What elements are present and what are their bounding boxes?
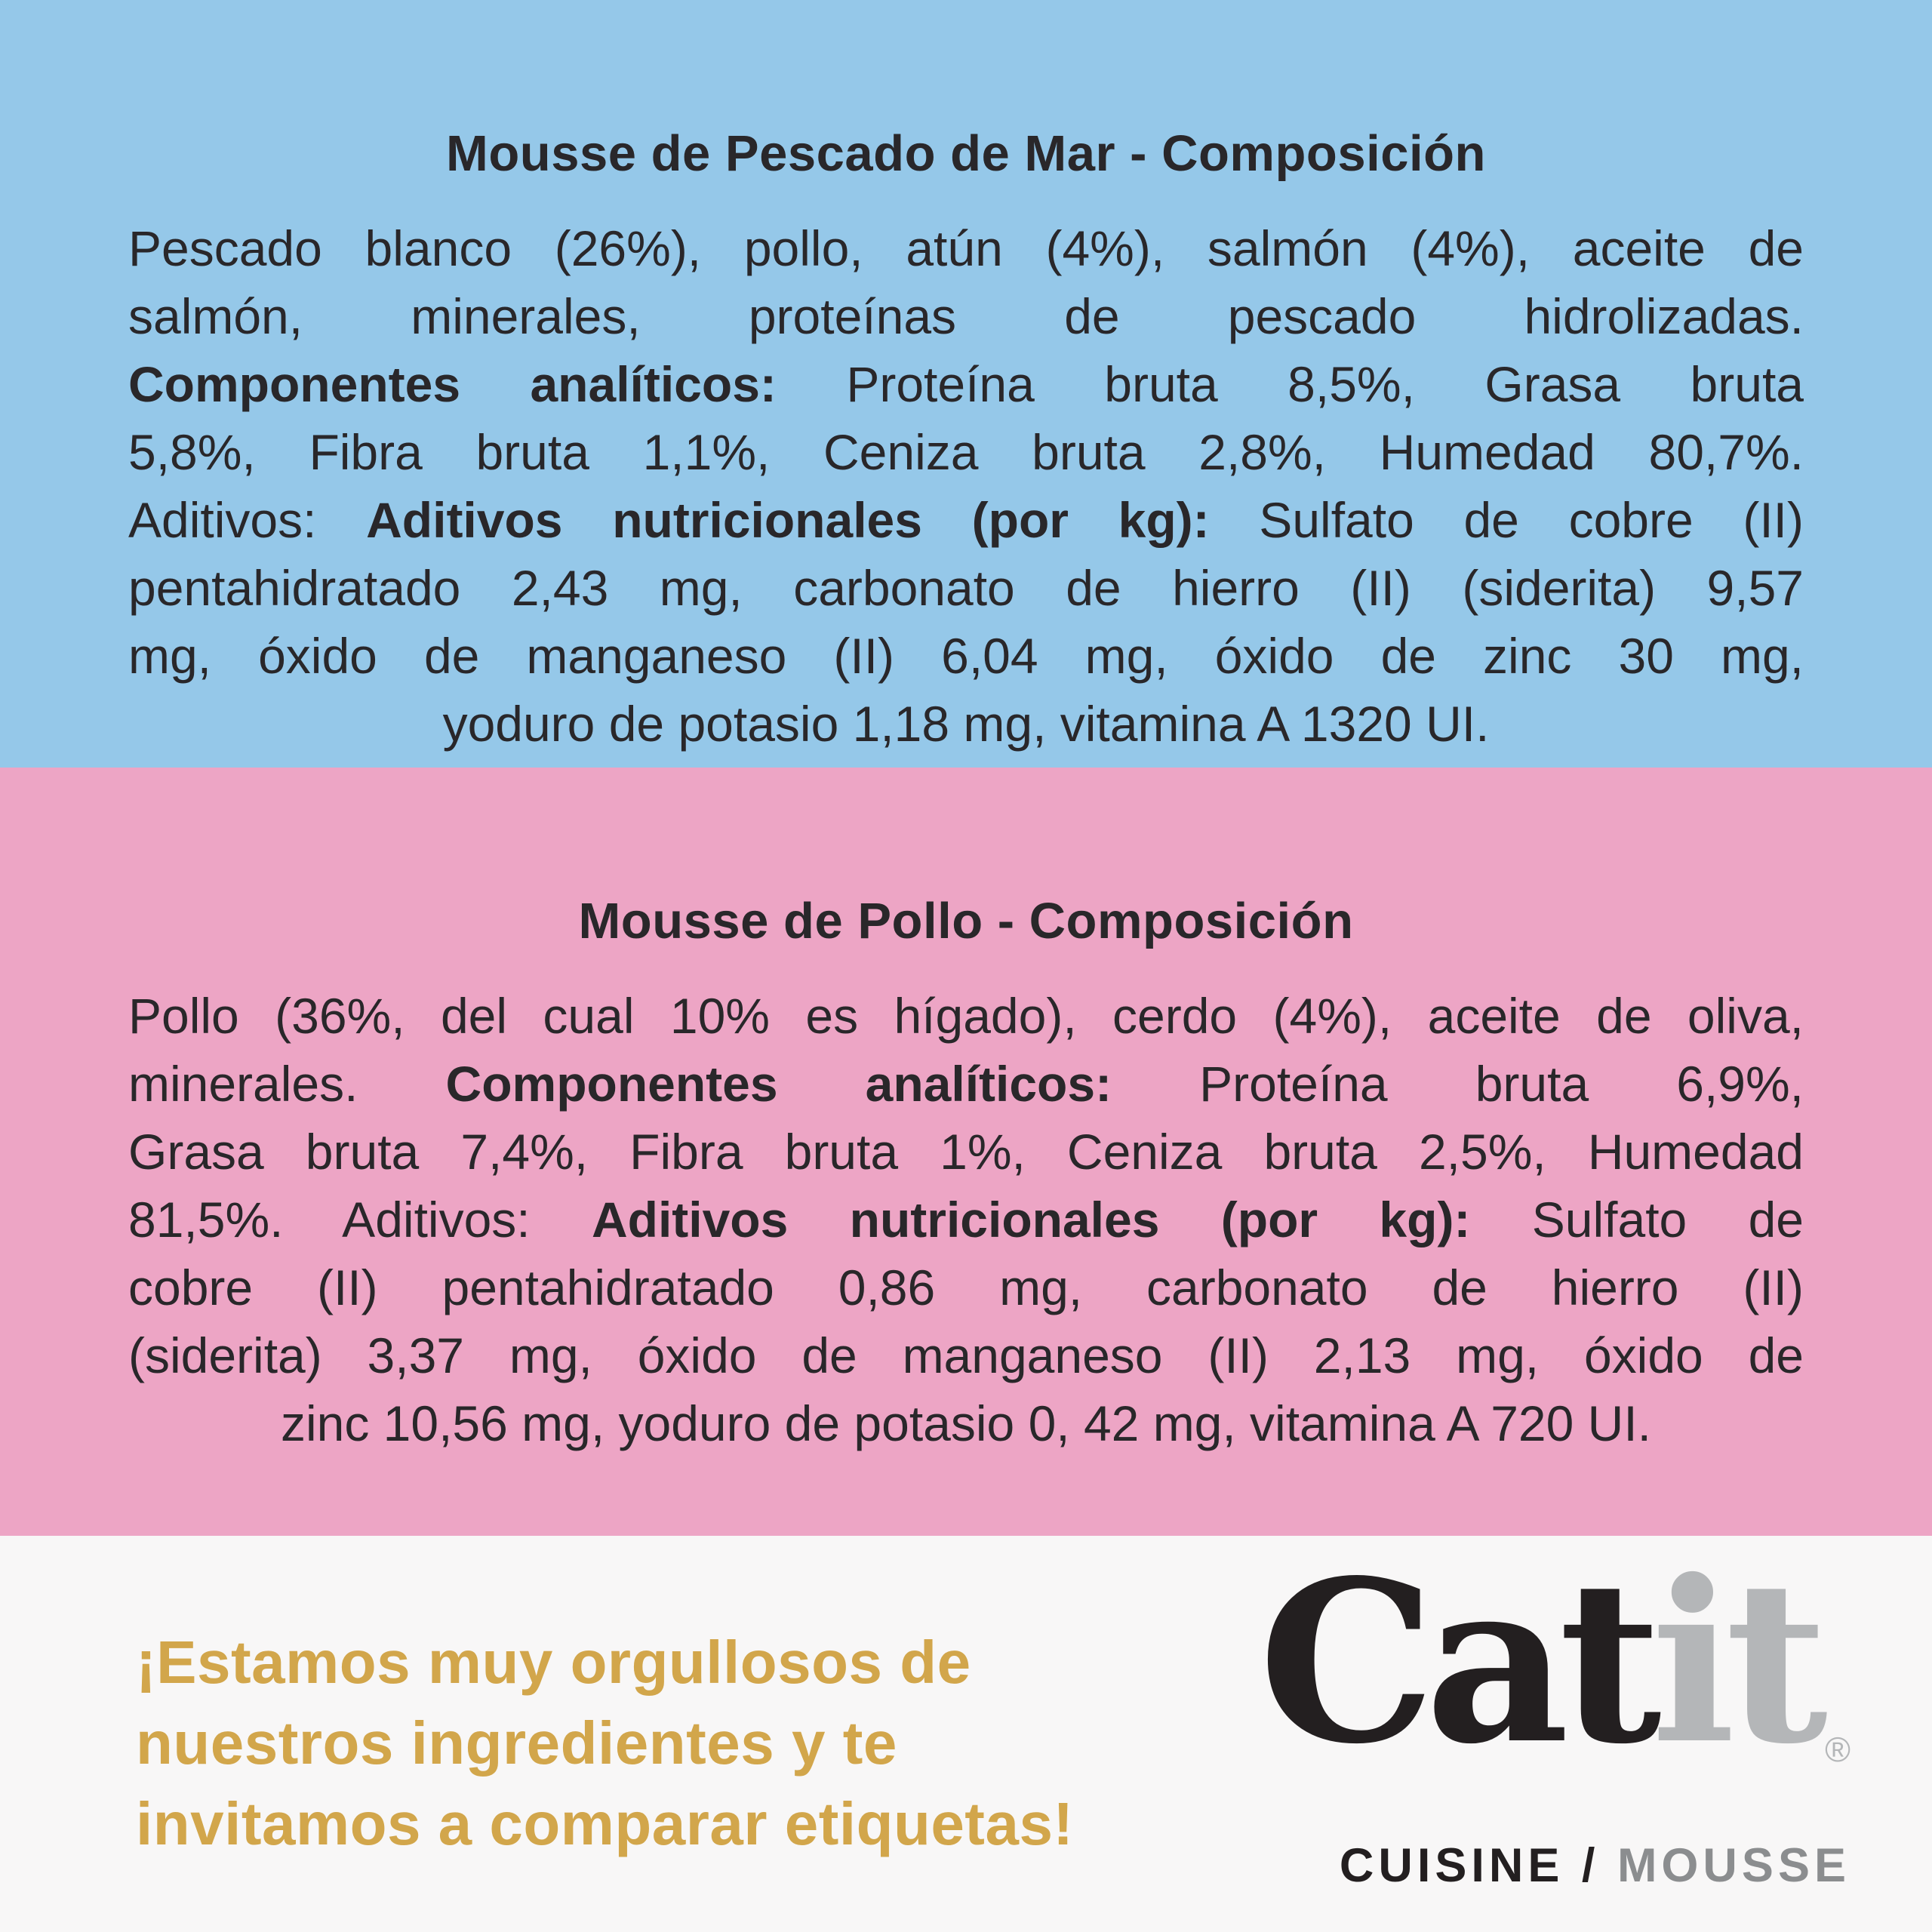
catit-logo [1258,1531,1850,1893]
text-line: salmón, minerales, proteínas de pescado hidrolizadas. [128,288,1804,344]
footer [0,1531,1932,1932]
text-line: pentahidratado 2,43 mg, carbonato de hierro (II) (siderita) 9,57 [128,560,1804,616]
text-line: zinc 10,56 mg, yoduro de potasio 0, 42 mg, vitamina A 720 UI. [280,1395,1652,1451]
text-line: Grasa bruta 7,4%, Fibra bruta 1%, Ceniza bruta 2,5%, Humedad [128,1124,1804,1180]
text-line: yoduro de potasio 1,18 mg, vitamina A 1320 UI. [442,696,1490,752]
text-line: cobre (II) pentahidratado 0,86 mg, carbonato de hierro (II) [128,1260,1804,1315]
text-line: 81,5%. Aditivos: Aditivos nutricionales (por kg): Sulfato de [128,1192,1804,1247]
fish-section-title: Mousse de Pescado de Mar - Composición [446,125,1486,182]
text-line: Pollo (36%, del cual 10% es hígado), cerdo (4%), aceite de oliva, [128,988,1804,1044]
text-line: minerales. Componentes analíticos: Proteína bruta 6,9%, [128,1056,1804,1112]
text-line: 5,8%, Fibra bruta 1,1%, Ceniza bruta 2,8%, Humedad 80,7%. [128,424,1804,480]
tagline-line: ¡Estamos muy orgullosos de [136,1629,971,1696]
logo-mousse-text: MOUSSE [1617,1839,1850,1892]
text-line: Pescado blanco (26%), pollo, atún (4%), salmón (4%), aceite de [128,220,1804,276]
text-line: mg, óxido de manganeso (II) 6,04 mg, óxido de zinc 30 mg, [128,628,1804,684]
logo-cuisine-text: CUISINE / [1339,1839,1617,1892]
tagline [136,1622,1074,1864]
chicken-composition-section [0,768,1932,1536]
logo-cat-text: Cat [1258,1531,1651,1793]
logo-subtitle [1259,1838,1850,1893]
fish-composition-section [0,0,1932,768]
text-line: (siderita) 3,37 mg, óxido de manganeso (II) 2,13 mg, óxido de [128,1327,1804,1383]
text-line: Aditivos: Aditivos nutricionales (por kg): Sulfato de cobre (II) [128,492,1804,548]
tagline-line: invitamos a comparar etiquetas! [136,1790,1074,1857]
chicken-section-title: Mousse de Pollo - Composición [578,893,1354,949]
fish-ingredients-text [128,214,1804,758]
logo-it-text: it [1651,1531,1818,1793]
catit-wordmark [1258,1531,1850,1819]
registered-trademark-icon: ® [1825,1730,1850,1769]
text-line: Componentes analíticos: Proteína bruta 8,5%, Grasa bruta [128,356,1804,412]
tagline-line: nuestros ingredientes y te [136,1709,897,1777]
chicken-ingredients-text [128,982,1804,1457]
